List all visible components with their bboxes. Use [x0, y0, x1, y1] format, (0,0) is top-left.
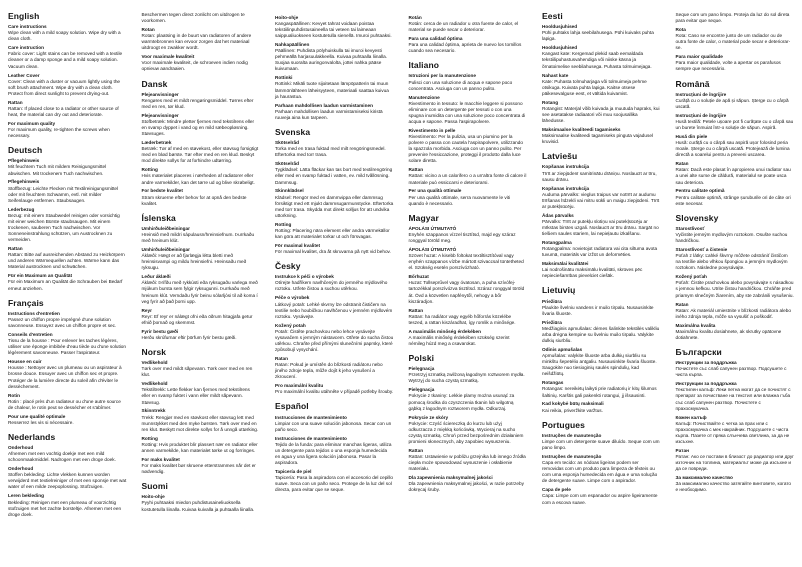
- instruction-text: Rivestimento in tessuto: le macchie leggere si possono eliminare con un detergente per tessuti o con una spugna inumidita con una soluzione poco concentrata di acqua e sapone. Passa l'aspirapolvere.: [408, 100, 526, 124]
- section-heading: Instructions d'entretien: [8, 310, 60, 316]
- instruction-text: Текстилен калъф: Леки петна могат да се почистят с препарат за почистване на текстил или влажна гъба със слаб сапунен разтвор. Почистете с прахосмукачка.: [675, 387, 791, 411]
- section-heading: Onderhoud: [8, 466, 34, 472]
- instruction-text: Tīrīt ar ziepjūdenī samitrinātu drāniņu. Noslaucīt ar tīru, sausu drānu.: [542, 170, 657, 182]
- text-column: [142, 12, 261, 559]
- instruction-text: Rottinki: Mikäli tuote sijoitetaan lämpöpatterin tai muun lämmönlähteen läheisyyteen, materiaali saattaa kuivua ja haurastua.: [275, 81, 389, 99]
- instruction-text: Para una calidad óptima, aprieta de nuevo los tornillos cuando sea necesario.: [408, 42, 522, 54]
- section-heading: Instrukce k péči o výrobek: [275, 274, 334, 280]
- instruction-text: Medžiaginis apmušalas: dėmes šalinkite tekstilės valikliu arba drėgna kempine su švelniu muilo tirpalu. Valykite dulkių siurbliu.: [542, 325, 660, 344]
- section-heading: Rotting: [141, 435, 158, 441]
- section-heading: Dla zapewnienia maksymalnej jakości: [408, 475, 493, 481]
- language-heading: Íslenska: [141, 212, 176, 223]
- instruction-text: Rotangpalma: novietojot radiatora vai cita siltuma avota tuvumā, materiāls var izžūt un deformēties.: [542, 246, 658, 258]
- section-heading: Parhaan mahdollisen laadun varmistaminen: [275, 102, 373, 108]
- section-heading: Kožený poťah: [675, 274, 707, 280]
- section-heading: Kopšanas instrukcija: [542, 185, 590, 191]
- section-heading: Læderbetræk: [141, 140, 172, 146]
- section-heading: Plejeanvisninger: [141, 112, 179, 118]
- instruction-text: Torka med en trasa fuktad med milt rengöringsmedel. Eftertorka med torr trasa.: [275, 146, 386, 158]
- instruction-text: Auduma pārvalks: vieglus traipus var notīrīt ar audumu tīrīšanas līdzekli vai mitru sūkli un maigu ziepjūdeni. Tīrīt ar putekļsūcēju.: [542, 191, 660, 209]
- section-heading: Maximálna kvalita: [675, 322, 716, 328]
- section-heading: Instruções de manutenção: [542, 453, 602, 459]
- instruction-text: Rengøres med et mildt rengøringsmiddel. Tørres efter med en ren, tør klud.: [141, 97, 254, 109]
- section-heading: Fyrir bestu gæði: [141, 328, 179, 334]
- section-heading: Ratan: [675, 301, 689, 307]
- section-heading: Instrucciones de mantenimiento: [275, 435, 347, 441]
- language-heading: Portugues: [542, 419, 585, 430]
- instruction-text: Bezug: mit einem Staubwedel reinigen oder vorsichtig mit einer weichen Bürste staubsaugen. Mit einem trockenen, sauberen Tuch nachwischen. Vor Sonneneinstrahlung schützen, um Austrocknen zu vermeiden.: [8, 212, 120, 243]
- section-heading: Rotán: [408, 14, 422, 20]
- instruction-text: Ratan: Dacă este plasat în apropierea unui radiator sau a unei alte surse de căldură, materialul se poate usca sau deteriora.: [675, 167, 791, 185]
- section-heading: Nahkapäällinen: [275, 42, 310, 48]
- section-heading: For bedste kvalitet: [141, 188, 183, 194]
- instruction-text: Poťah z látky: Ľahké škvrny môžete odstrániť čističom na textílie alebo vlhkou špongiou a jemným mydlovým roztokom. Následne povysávajte.: [675, 253, 788, 271]
- section-heading: Hoito-ohje: [275, 14, 299, 20]
- section-heading: Instrucțiuni de îngrijire: [675, 112, 727, 118]
- section-heading: Skinntrekk: [141, 408, 166, 414]
- instruction-text: Pokrycie z tkaniny: Lekkie plamy można usunąć za pomocą środka do czyszczenia tkanin lub wilgotną gąbką z łagodnym roztworem mydła. Odkurzaj.: [408, 393, 515, 411]
- section-heading: Кожен калъф: [675, 414, 707, 420]
- section-heading: Conseils d'entretien: [8, 331, 53, 337]
- instruction-text: Áklæði: Þrífðu með rykkústi eða ryksugaðu varlega með mjúkum bursta sem fylgir ryksugunni. Þurrkaðu með hreinum klút. Verndaðu fyrir beinu sólarljósi til að koma í veg fyrir að það þorni upp.: [141, 280, 258, 304]
- language-heading: Română: [675, 78, 710, 89]
- section-heading: Rotangas: [542, 380, 564, 386]
- section-heading: Ратан: [675, 447, 689, 453]
- section-heading: Kad kokybė būtų maksimali: [542, 401, 604, 407]
- section-heading: Manutenzione: [408, 94, 440, 100]
- language-heading: Italiano: [408, 60, 440, 71]
- instruction-text: Rattan: ha radiátor vagy egyéb hőforrás közelébe teszed, a rattan kiszáradhat, így romlik a minősége.: [408, 313, 516, 325]
- instruction-text: Capa: Limpe com um espanador ou aspire ligeiramente com a escova suave.: [542, 493, 658, 505]
- instruction-text: Plaukite švelniu vandens ir muilo tirpalu. Nusausinkite švaria šluoste.: [542, 304, 654, 316]
- section-heading: Инструкции за поддръжка: [675, 360, 737, 366]
- section-heading: Plejeanvisninger: [141, 91, 179, 97]
- language-heading: Dansk: [141, 78, 168, 89]
- section-heading: Rottinki: [275, 75, 293, 81]
- section-heading: Rivestimento in pelle: [408, 127, 456, 133]
- section-heading: Rotting: [275, 221, 292, 227]
- instruction-text: Rotin : placé près d'un radiateur ou d'une autre source de chaleur, le rotin peut se dessécher et s'abîmer.: [8, 398, 121, 410]
- instruction-text: Pulisci con una soluzione di acqua e sapone poco concentrata. Asciuga con un panno pulito.: [408, 79, 513, 91]
- instruction-text: Resserrez les vis si nécessaire.: [8, 419, 74, 425]
- instruction-text: Kai reikia, priveržkite varžtus.: [542, 407, 603, 413]
- section-heading: Pielęgnacja: [408, 387, 435, 393]
- language-heading: Svenska: [275, 126, 311, 137]
- instruction-text: Husă: curăță cu o cârpă sau aspiră ușor folosind peria moale. Șterge cu o cârpă uscată. Protejează de lumina directă a soarelui pentru a preveni uscarea.: [675, 140, 790, 158]
- text-column: [676, 12, 795, 559]
- section-heading: För maximal kvalitet: [275, 242, 321, 248]
- instruction-text: Rotting: Placering nära element eller andra värmekällor kan göra att materialet torkar ut och försvagas.: [275, 227, 390, 239]
- section-heading: Starostlivosť: [675, 225, 705, 231]
- instruction-text: Stofbetræk: Mindre pletter fjernes med tekstilrens eller en svamp dyppet i vand og en mild sæbeopløsning. Støvsuges.: [141, 118, 255, 137]
- section-heading: Reyr: [141, 307, 152, 313]
- section-heading: Hooldusjuhised: [542, 45, 578, 51]
- section-heading: Tapicería de piel: [275, 469, 312, 475]
- instruction-text: Päällinen: Puhdista pölyhuiskulla tai imuroi kevyesti pehmeällä harjasuulakkeella. Kuivaa puhtaalla liinalla. Suojaa suoralta auringonvalolta, jottei nahka pääse kuivumaan.: [275, 48, 388, 72]
- section-heading: Pour une qualité optimale: [8, 413, 66, 419]
- section-heading: For maximum quality: [8, 120, 56, 126]
- instruction-text: Kangaspäällinen: Kevyet tahrat voidaan poistaa tekstiilinpuhdistusaineella tai veteen tai laimeaan saippualiuokseen kostutetulla sienellä. Imuroi puhtaaksi.: [275, 20, 392, 39]
- section-heading: Capa de pele: [542, 487, 571, 493]
- language-heading: Nederlands: [8, 431, 56, 442]
- instruction-text: Stoffbezug: Leichte Flecken mit Textilreinigungsmittel oder mit feuchtem Schwamm, evtl. mit milder Seifenlauge entfernen. Staubsaugen.: [8, 185, 119, 203]
- section-heading: Instrucțiuni de îngrijire: [675, 91, 727, 97]
- instruction-text: Pühi puhtaks lahja seebilahusega. Pühi kuivaks puhta lapiga.: [542, 30, 654, 42]
- section-heading: Housse en cuir: [8, 359, 42, 365]
- section-heading: Rattan: [408, 307, 424, 313]
- instruction-text: Pentru calitate optimă, strânge șuruburile ori de câte ori este necesar.: [675, 194, 791, 206]
- instruction-text: Rotting: Hvis produktet blir plassert nær en radiator eller annen varmekilde, kan materialet tørke ut og forringes.: [141, 441, 258, 453]
- instruction-text: Kate: Puhasta tolmuharjaga või tolmuimeja pehme otsikuga. Kuivata puhta lapiga. Kaitse otsese päikesevalguse eest, et vältida kuivamist.: [542, 78, 647, 96]
- section-heading: For maks kvalitet: [141, 456, 180, 462]
- instruction-text: Rota: Caso se encontre junto de um radiador ou de outra fonte de calor, o material pode secar e deteriorar-se.: [675, 33, 791, 51]
- instruction-text: Para maior qualidade, volte a apertar os parafusos sempre que necessário.: [675, 60, 781, 72]
- instruction-text: Hreinsið með mildri sápulausn/hreinsiefnum. Þurrkaðu með hreinum klút.: [141, 232, 255, 244]
- section-heading: Umhirðuleiðbeiningar: [141, 247, 190, 253]
- section-heading: Voor maximale kwaliteit: [141, 54, 195, 60]
- instruction-text: Rotán: cerca de un radiador u otra fuente de calor, el material se puede secar o deteriorar.: [408, 20, 519, 33]
- section-heading: Vedlikehold: [141, 381, 168, 387]
- section-heading: Instruções de manutenção: [542, 432, 602, 438]
- section-heading: Onderhoud: [8, 445, 34, 451]
- columns-container: [8, 12, 794, 559]
- instruction-text: Tapicería: Pasa la aspiradora con el accesorio del cepillo suave. Seca con un paño seco. Protege de la luz del sol directa, para evitar que se seque.: [275, 475, 394, 493]
- instruction-text: Pro maximální kvalitu utáhněte v případě potřeby šrouby.: [275, 389, 394, 395]
- language-heading: Polski: [408, 353, 435, 364]
- section-heading: Lederbezug: [8, 206, 35, 212]
- section-heading: Péče o výrobek: [275, 295, 310, 301]
- section-heading: Para maior qualidade: [675, 54, 723, 60]
- section-heading: Hoito-ohje: [141, 494, 165, 500]
- section-heading: ÁPOLÁSI ÚTMUTATÓ: [408, 225, 457, 231]
- section-heading: Rotting: [141, 167, 158, 173]
- instruction-text: Pārvalks: Tīrīt ar putekļu slotiņu vai putekļsūcēju ar mīkstas birstes uzgali. Noslaucīt ar tīru drānu. Sargāt no tiešiem saules stariem, lai nepieļautu izkalšanu.: [542, 218, 659, 237]
- section-heading: Maksimālai kvalitātei: [542, 261, 589, 267]
- instruction-text: Betræk: Tør af med en støvekost, eller støvsug forsigtigt med en blød børste. Tør efter med en ren klud. Beskyt mod direkte sollys for at forhindre udtørring.: [141, 146, 259, 164]
- instruction-text: Látkový potah: Lehké skvrny lze odstranit čističem na textilie nebo houbičkou navlhčenou v jemném mýdlovém roztoku. Vysávejte.: [275, 301, 393, 319]
- section-heading: Nahast kate: [542, 72, 569, 78]
- instruction-text: Huzat: Tollseprűvel vagy óvatosan, a puha szívófej-tartozékkal porszívózva tisztítsd. Száraz ronggyal töröld át. Óvd a közvetlen napfénytől, nehogy a bőr kiszáradjon.: [408, 280, 525, 304]
- instruction-text: Rattan: If placed close to a radiator or other source of heat, the material can dry out and deteriorate.: [8, 105, 119, 117]
- section-heading: Skötselråd: [275, 140, 299, 146]
- language-heading: Slovensky: [675, 212, 719, 223]
- section-heading: Kožený potah: [275, 322, 306, 328]
- instruction-text: Limpe com um detergente suave diluído. Seque com um pano limpo.: [542, 438, 660, 451]
- language-heading: Eesti: [542, 11, 563, 21]
- instruction-text: Per una qualità ottimale, serra nuovamente le viti quando è necessario.: [408, 194, 511, 206]
- section-heading: Rattan: [8, 99, 23, 105]
- section-heading: ÁPOLÁSI ÚTMUTATÓ: [408, 247, 457, 253]
- text-column: [409, 12, 528, 559]
- instruction-text: Husă textilă: Petele ușoare pot fi curățate cu o cârpă sau un burete înmuiat într-o soluție de săpun. Aspiră.: [675, 118, 794, 131]
- section-heading: Pentru calitate optimă: [675, 188, 725, 194]
- instruction-text: A maximális minőség érdekében szükség szerint némileg húzd meg a csavarokat.: [408, 334, 510, 346]
- instruction-text: Vyčistite jemným mydlovým roztokom. Osušte suchou handričkou.: [675, 232, 788, 244]
- instruction-text: Dla zapewnienia maksymalnej jakości, w razie potrzeby dokręcaj śruby.: [408, 481, 524, 493]
- instruction-text: Stoffen bekleding: Lichte vlekken kunnen worden verwijderd met textielreiniger of met een sponsje met wat water of een milde zeepoplossing. Stofzuigen.: [8, 472, 127, 490]
- section-heading: Para una calidad óptima: [408, 35, 463, 41]
- section-heading: Kopšanas instrukcija: [542, 164, 590, 170]
- instruction-text: Kangast kate: Kergemad plekid saab eemaldada tekstiilipuhastusvahendiga või niiske käsna ja õrnatoimelise seebilahusega. Puhasta tolmuimejaga.: [542, 51, 652, 69]
- instruction-text: Herðu skrúfurnar eftir þörfum fyrir bestu gæði.: [141, 334, 237, 340]
- language-heading: English: [8, 11, 40, 21]
- section-heading: Skinnklädsel: [275, 188, 304, 194]
- language-heading: Français: [8, 297, 44, 308]
- section-heading: За максимално качество: [675, 475, 733, 481]
- instruction-text: Tejido de la funda: para eliminar manchas ligeras, utiliza un detergente para tejidos o una esponja humedecida en agua y una ligera solución jabonosa. Pasar la aspiradora.: [275, 441, 392, 466]
- section-heading: Rattan: [408, 447, 424, 453]
- section-heading: Care instructions: [8, 24, 47, 30]
- section-heading: Leather Cover: [8, 72, 40, 78]
- instruction-text: Lai nodrošinātu maksimālu kvalitāti, skrūves pēc nepieciešamības pievelciet ciešāk.: [542, 267, 643, 279]
- section-heading: Rotan: [141, 27, 155, 33]
- instruction-text: Für ein Maximum an Qualität die Schrauben bei Bedarf erneut anziehen.: [8, 279, 123, 291]
- instruction-text: Przetrzyj szmatką zwilżoną łagodnym roztworem mydła. Wytrzyj do sucha czystą szmatką.: [408, 372, 525, 384]
- section-heading: Bőrhuzat: [408, 274, 429, 280]
- instruction-text: Stram skruerne efter behov for at opnå den bedste kvalitet.: [141, 194, 247, 206]
- language-heading: Norsk: [141, 346, 167, 357]
- section-heading: Maksimaalse kvaliteedi tagamiseks: [542, 126, 621, 132]
- instruction-text: Apmušalas: valykite šluoste arba dulkių siurbliu su minkštu šepetėlio antgaliu. Nusausinkite švaria šluoste. Saugokite nuo tiesioginių saulės spindulių, kad neišdžiūtų.: [542, 353, 657, 377]
- section-heading: Skötselråd: [275, 161, 299, 167]
- instruction-text: Cover: Clean with a duster or vacuum lightly using the soft brush attachment. Wipe dry with a clean cloth. Protect from direct sunlight to prevent drying-out.: [8, 78, 121, 96]
- instruction-text: Potah: Čistěte prachovkou nebo lehce vysávejte vysavačem s jemným nástavcem. Otřete do sucha čistou utěrkou. Chraňte před přímými slunečními paprsky, které způsobují vysychání.: [275, 328, 394, 353]
- language-heading: Suomi: [141, 481, 168, 492]
- instruction-text: Hvis materialet placeres i nærheden af radiatorer eller andre varmekilder, kan det tørre ud og blive skrøbeligt.: [141, 173, 255, 185]
- section-heading: Instrucciones de mantenimiento: [275, 414, 347, 420]
- section-heading: Leren bekleding: [8, 493, 44, 499]
- section-heading: Für ein Maximum an Qualität: [8, 273, 73, 279]
- text-column: [275, 12, 394, 559]
- instruction-text: Ratan: Ak materiál umiestnite v blízkosti radiátora alebo iného zdroja tepla, môže sa vysušiť a poškodiť.: [675, 307, 791, 319]
- language-heading: Česky: [275, 261, 301, 272]
- instruction-text: Passez un chiffon propre imprégné d'une solution savonneuse. Essuyez avec un chiffon propre et sec.: [8, 316, 117, 329]
- instruction-text: Áklæði: Hægt er að fjarlægja létta bletti með hreinsisvampi og mildu hreinsiefni. Hreinsaðu með ryksugu.: [141, 253, 247, 271]
- instruction-text: Tissu de la housse : Pour enlever les taches légères, utiliser une éponge imbibée d'eau tiède ou d'une solution légèrement savonneuse. Passer l'aspirateur.: [8, 338, 127, 356]
- instruction-text: Otírejte hadříkem navlhčeným do jemného mýdlového roztoku. Utřete čistou a suchou utěrkou.: [275, 280, 388, 292]
- instruction-text: Capa em tecido: as nódoas ligeiras podem ser removidas com um produto para limpeza de têxteis ou com uma esponja humedecida em água e uma solução de detergente suave. Limpe com o aspirador.: [542, 460, 658, 484]
- instruction-text: Rotangas: nereikėtų laikyti prie radiatorių ir kitų šilumos šaltinių. Karštis gali pakenkti rotangui, jį išsausinti.: [542, 386, 657, 398]
- section-heading: Starostlivosť a čistenie: [675, 247, 728, 253]
- instruction-text: Tekstiltrekk: Lette flekker kan fjernes med tekstilrens eller en svamp fuktet i vann eller mildt såpevann. Støvsug.: [141, 387, 250, 405]
- section-heading: Rotin: [8, 392, 20, 398]
- instruction-text: For maks kvalitet bør skruene etterstrammes når det er nødvendig.: [141, 462, 256, 475]
- instruction-text: Poťah: Čistite prachovkou alebo povysávajte s násadkou s jemnou kefkou. Utrite čistou handričkou. Chráňte pred priamym slnečným žiarením, aby ste zabránili vysušeniu.: [675, 280, 794, 298]
- instruction-text: Fabric cover: Light stains can be removed with a textile cleaner or a damp sponge and a mild soapy solution. Vacuum clean.: [8, 51, 123, 69]
- language-heading: Български: [675, 346, 722, 357]
- section-heading: Rattan: [408, 167, 424, 173]
- text-column: [8, 12, 127, 559]
- instruction-text: Enyhén szappanos vízzel tisztítsd, majd egy száraz ronggyal töröld meg.: [408, 232, 516, 244]
- language-heading: Lietuvių: [542, 285, 576, 296]
- section-heading: Pflegehinweis: [8, 158, 40, 164]
- section-heading: A maximális minőség érdekében: [408, 328, 482, 334]
- instruction-text: Klädsel: Rengör med en dammvippa eller dammsug försiktigt med ett mjukt dammsugarmunstycke. Eftertorka med torr trasa. Skydda mot direkt solljus för att undvika uttorkning.: [275, 194, 394, 218]
- section-heading: Ratan: [275, 355, 289, 361]
- instruction-text: Wipe clean with a mild soapy solution. Wipe dry with a clean cloth.: [8, 30, 121, 42]
- instruction-text: Parhaan mahdollisen laadun varmistamiseksi kiristä ruuveja aina kun tarpeen.: [275, 108, 383, 120]
- section-heading: Vedlikehold: [141, 360, 168, 366]
- section-heading: Care instruction: [8, 45, 44, 51]
- instruction-text: Rivestimento: Per la pulizia, usa un piumino per la polvere o passa con cautela l'aspirapolvere, utilizzando la spazzola morbida. Asciuga con un panno pulito. Per prevenire l'essiccazione, proteggi il prodotto dalla luce solare diretta.: [408, 133, 524, 164]
- instruction-text: Seque com um pano limpo. Proteja da luz do sol direta para evitar que seque.: [675, 12, 790, 24]
- section-heading: Per una qualità ottimale: [408, 188, 462, 194]
- section-heading: Husă din piele: [675, 133, 708, 139]
- section-heading: Umhirðuleiðbeiningar: [141, 225, 190, 231]
- section-heading: Rattan: [8, 246, 23, 252]
- instruction-text: Rotan: plaatsing in de buurt van radiatoren of andere warmtebronnen kan ervoor zorgen dat het materiaal uitdroogt en zwakker wordt.: [141, 33, 252, 51]
- section-heading: Rotang: [542, 99, 559, 105]
- instruction-text: Tørk over med mildt såpevann. Tørk over med en ren klut.: [141, 366, 253, 378]
- language-heading: Latviešu: [542, 151, 578, 162]
- section-heading: Priežiūra: [542, 298, 562, 304]
- instruction-text: Ratan: Pokud je umístěn do blízkosti radiátoru nebo jiného zdroje tepla, může dojít k jeho vysušení a zkroucení.: [275, 362, 383, 380]
- section-heading: Инструкции за поддръжка: [675, 381, 737, 387]
- instruction-text: Trekk: Rengjør med en støvkost eller støvsug lett med munnstykket med den myke børsten. Tørk over med en ren klut. Beskytt mot direkte sollys for å unngå uttørking.: [141, 414, 259, 432]
- instruction-text: Afnemen met een vochtig doekje met een mild schoonmaakmiddel. Nadrogen met een droge doek.: [8, 451, 116, 463]
- instruction-text: Tygklädsel: Lätta fläckar kan tas bort med textilrengöring eller med en svamp fuktad i vatten, ev. mild tvållösning. Dammsug.: [275, 167, 393, 185]
- instruction-text: Калъф: Почиствайте с четка за прах или с прахосмукачка с мек накрайник. Подсушете с чиста кърпа. Пазете от пряка слънчева светлина, за да не изсъхне.: [675, 420, 790, 444]
- section-heading: Istruzioni per la manutenzione: [408, 73, 476, 79]
- instruction-text: Bekleding: Reinigen met een plumeau of voorzichtig stofzuigen met het zachte borsteltje. Afnemen met een droge doek.: [8, 499, 122, 517]
- language-heading: Español: [275, 401, 309, 412]
- instruction-text: Pokrycie: Czyść ściereczką do kurzu lub użyj odkurzacza z miękką końcówką. Wycieraj na sucho czystą szmatką. Chroń przed bezpośrednim działaniem promieni słonecznych, aby zapobiec wysuszeniu.: [408, 420, 524, 444]
- section-heading: Rotangpalma: [542, 240, 572, 246]
- instruction-text: Rattan: vicino a un calorifero o a un'altra fonte di calore il materiale può essiccarsi e deteriorarsi.: [408, 173, 527, 185]
- instruction-text: Rattan: Ustawienie w pobliżu grzejnika lub innego źródła ciepła może spowodować wysuszenie i osłabienie materiału.: [408, 454, 526, 472]
- language-heading: Deutsch: [8, 145, 43, 156]
- section-heading: Rota: [675, 27, 686, 33]
- section-heading: Ādas pārvalks: [542, 212, 574, 218]
- section-heading: Pokrycie ze skóry: [408, 414, 449, 420]
- instruction-text: Voor maximale kwaliteit, de schroeven indien nodig opnieuw aandraaien.: [141, 60, 248, 72]
- instruction-text: Почистете със слаб сапунен разтвор. Подсушете с чиста кърпа.: [675, 366, 787, 378]
- text-column: [542, 12, 661, 559]
- instruction-text: Mit feuchtem Tuch mit mildem Reinigungsmittel abwischen. Mit trockenem Tuch nachwischen.: [8, 164, 107, 176]
- instruction-text: Maximálnu kvalitu dosiahnete, ak skrutky opätovne dotiahnete.: [675, 328, 782, 340]
- section-heading: Ratan: [675, 161, 689, 167]
- section-heading: Pflegehinweis: [8, 179, 40, 185]
- language-heading: Magyar: [408, 212, 439, 223]
- instruction-text: Housse : Nettoyer avec un plumeau ou un aspirateur à brosse douce. Essuyer avec un chiffon sec et propre. Protéger de la lumière directe du soleil afin d'éviter le dessèchement.: [8, 365, 122, 389]
- section-heading: Pielęgnacja: [408, 366, 435, 372]
- instruction-text: За максимално качество затягайте винтовете, когато е необходимо.: [675, 481, 792, 493]
- section-heading: Hooldusjuhised: [542, 24, 578, 30]
- instruction-text: Rattan: Bitte auf ausreichenden Abstand zu Heizkörpern und anderen Wärmequellen achten. Wärme kann das Material austrocknen und schwächen.: [8, 252, 125, 270]
- instruction-text: Rotangist: Materjal võib kuivada ja muutuda hapraks, kui see asetatakse radiaatori või muu soojusallika lähedusse.: [542, 105, 660, 124]
- instruction-text: Ратан: Ако се постави в близост до радиатор или друг източник на топлина, материалът може да изсъхне и да се повреди.: [675, 454, 794, 472]
- instruction-text: For maximum quality, re-tighten the screws when necessary.: [8, 126, 110, 139]
- instruction-text: För maximal kvalitet, dra åt skruvarna på nytt vid behov.: [275, 249, 391, 255]
- section-heading: Pro maximální kvalitu: [275, 383, 324, 389]
- section-heading: Leður áklæði: [141, 274, 171, 280]
- instruction-text: Reyr: Ef reyr er nálægt ofni eða öðrum hitagjafa getur efnið þornað og skemmst.: [141, 313, 253, 325]
- instruction-text: Curăță cu o soluție de apă și săpun. Șterge cu o cârpă uscată.: [675, 97, 789, 109]
- instruction-text: Beschermen tegen direct zonlicht om uitdrogen te voorkomen.: [141, 12, 245, 24]
- instruction-text: Pyyhi puhtaaksi miedon puhdistusaineliuoksella kostutetulla liinalla. Kuivaa kuivalla ja puhtaalla liinalla.: [141, 500, 255, 512]
- section-heading: Odinis apmušalas: [542, 346, 583, 352]
- instruction-text: Limpiar con una suave solución jabonosa. Secar con un paño seco.: [275, 420, 392, 432]
- instruction-text: Szövet huzat: A kisebb foltokat textiltisztítóval vagy enyhén szappanos vízbe mártott szivaccsal tüntetheted el. Szükség esetén porszívózható.: [408, 253, 524, 271]
- section-heading: Priežiūra: [542, 319, 562, 325]
- instruction-text: Maksimaalse kvaliteedi tagamiseks pinguta vajadusel kruvisid.: [542, 133, 653, 145]
